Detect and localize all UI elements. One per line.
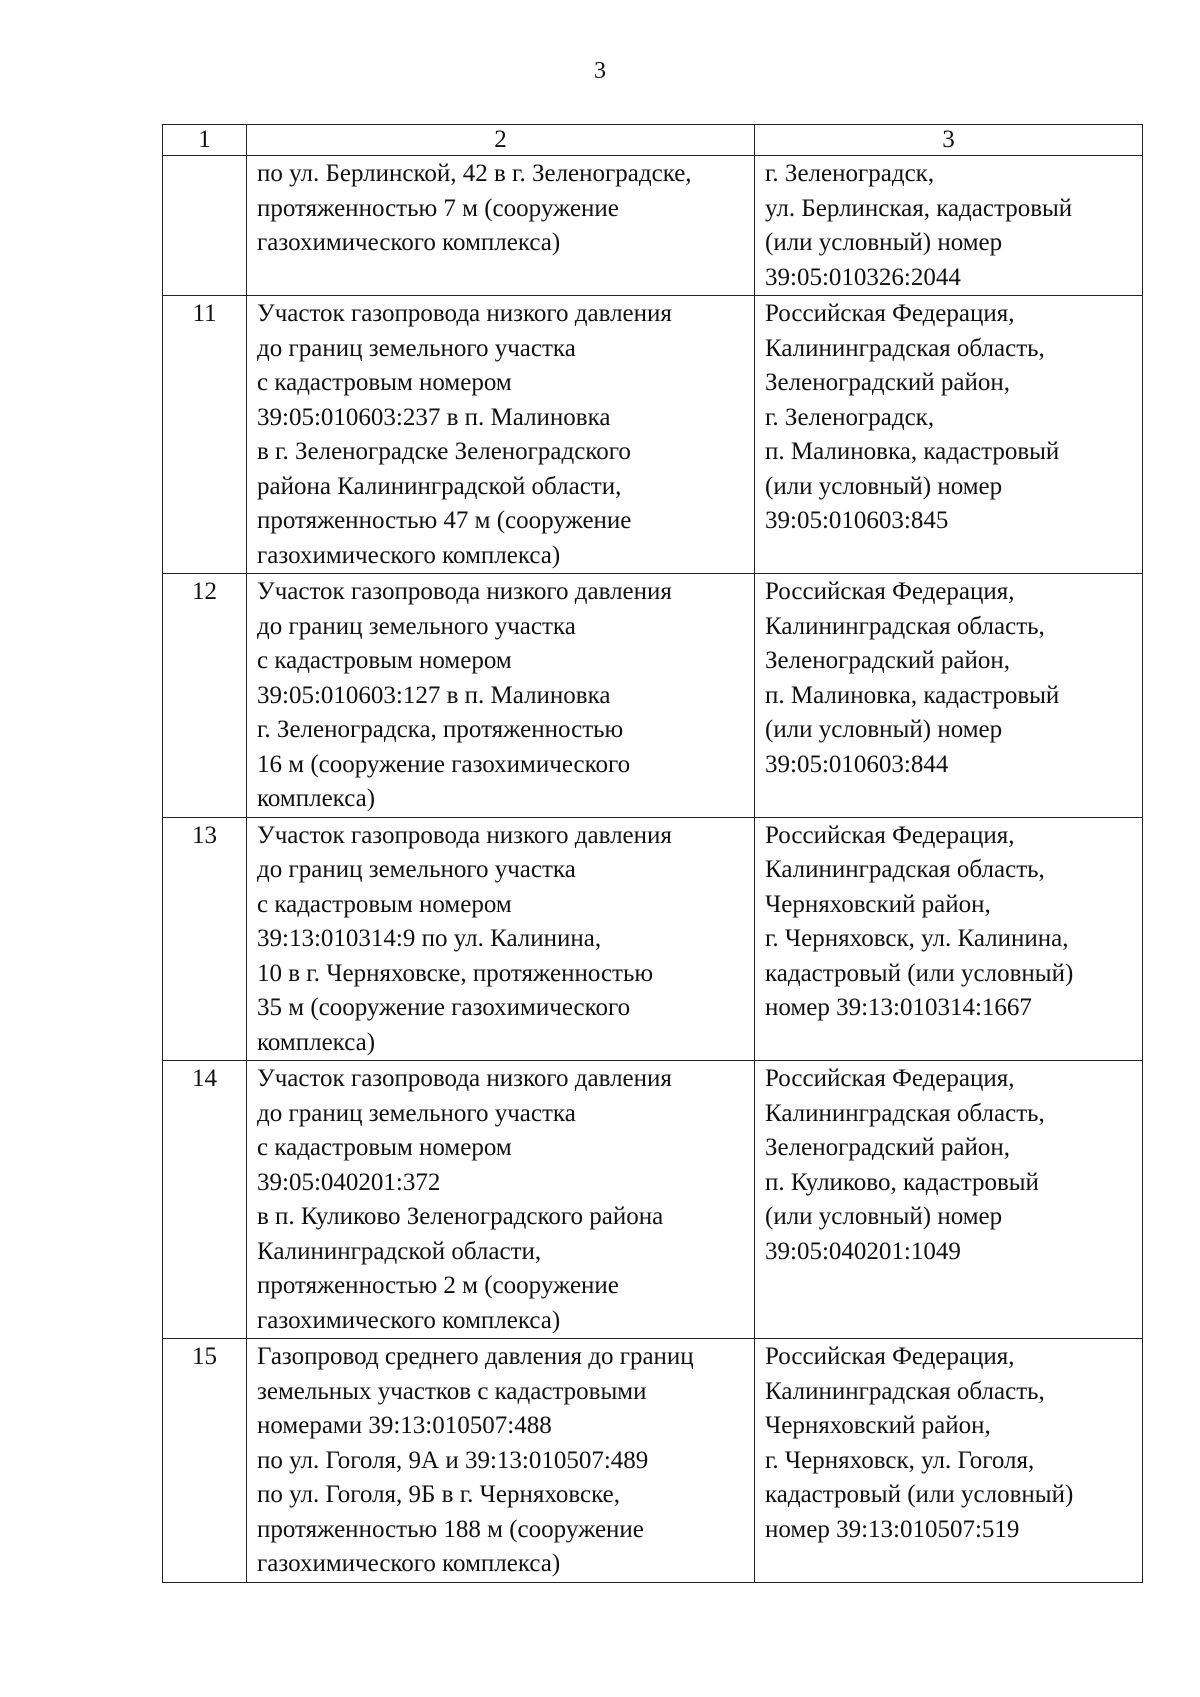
description-line: до границ земельного участка [257,1099,576,1127]
location-line: 39:05:040201:1049 [765,1237,961,1265]
location-line: (или условный) номер [765,1203,1003,1230]
description-line: протяженностью 7 м (сооружение [257,194,619,222]
description-line: до границ земельного участка [257,334,576,362]
object-location-cell [755,296,1143,574]
location-line: Российская Федерация, [765,821,1015,849]
description-line: по ул. Гоголя, 9А и 39:13:010507:489 [257,1446,649,1474]
table-row [163,296,1143,574]
description-line: протяженностью 188 м (сооружение [257,1515,644,1543]
location-line: Калининградская область, [765,856,1045,883]
row-number-cell: 11 [163,296,247,574]
column-header-location: 3 [755,125,1143,156]
object-description-cell [247,1339,755,1583]
location-line: 39:05:010603:845 [765,507,949,534]
description-line: по ул. Гоголя, 9Б в г. Черняховске, [257,1481,621,1508]
description-line: Участок газопровода низкого давления [257,821,672,849]
column-header-description: 2 [247,125,755,156]
description-line: района Калининградской области, [257,472,622,500]
location-line: (или условный) номер [765,229,1003,256]
object-location-cell [755,1339,1143,1583]
location-line: (или условный) номер [765,472,1003,500]
location-line: г. Черняховск, ул. Гоголя, [765,1446,1035,1474]
location-line: Калининградская область, [765,612,1045,640]
location-line: кадастровый (или условный) [765,959,1074,987]
table-row [163,1061,1143,1339]
location-line: Калининградская область, [765,1377,1045,1405]
description-line: с кадастровым номером [257,890,512,918]
row-number-cell: 13 [163,817,247,1061]
object-location-cell [755,574,1143,818]
location-line: Зеленоградский район, [765,369,1010,396]
description-line: комплекса) [257,785,376,812]
objects-table [162,124,1143,1583]
column-header-number: 1 [163,125,247,156]
description-line: Калининградской области, [257,1237,542,1265]
description-line: 16 м (сооружение газохимического [257,750,631,778]
description-line: газохимического комплекса) [257,1306,561,1334]
description-line: 39:05:010603:127 в п. Малиновка [257,681,611,709]
description-line: 10 в г. Черняховске, протяженностью [257,959,654,987]
description-line: в г. Зеленоградске Зеленоградского [257,438,631,465]
description-line: до границ земельного участка [257,856,576,883]
location-line: г. Зеленоградск, [765,160,935,187]
location-line: Калининградская область, [765,1099,1045,1127]
table-header-row [163,125,1143,156]
description-line: г. Зеленоградска, протяженностью [257,716,624,743]
object-description-cell [247,817,755,1061]
description-line: газохимического комплекса) [257,541,561,569]
location-line: 39:05:010326:2044 [765,263,961,291]
location-line: 39:05:010603:844 [765,750,949,778]
description-line: 39:13:010314:9 по ул. Калинина, [257,925,602,952]
description-line: по ул. Берлинской, 42 в г. Зеленоградске, [257,160,692,187]
location-line: Черняховский район, [765,890,991,918]
table-row [163,156,1143,296]
description-line: Газопровод среднего давления до границ [257,1343,694,1370]
location-line: Черняховский район, [765,1412,991,1439]
table-row [163,574,1143,818]
location-line: п. Малиновка, кадастровый [765,438,1060,465]
location-line: Российская Федерация, [765,1065,1015,1092]
location-line: номер 39:13:010507:519 [765,1515,1020,1543]
location-line: г. Зеленоградск, [765,403,935,431]
location-line: п. Куликово, кадастровый [765,1168,1039,1196]
row-number-cell: 15 [163,1339,247,1583]
table-row [163,817,1143,1061]
location-line: ул. Берлинская, кадастровый [765,194,1073,222]
description-line: 39:05:040201:372 [257,1168,441,1196]
location-line: кадастровый (или условный) [765,1481,1074,1508]
description-line: газохимического комплекса) [257,229,561,256]
description-line: земельных участков с кадастровыми [257,1377,647,1405]
description-line: номерами 39:13:010507:488 [257,1412,552,1439]
description-line: Участок газопровода низкого давления [257,300,672,327]
page-number: 3 [594,58,606,84]
description-line: протяженностью 2 м (сооружение [257,1272,619,1299]
description-line: в п. Куликово Зеленоградского района [257,1203,664,1230]
row-number-cell: 12 [163,574,247,818]
location-line: Российская Федерация, [765,1343,1015,1370]
description-line: с кадастровым номером [257,647,512,674]
location-line: Российская Федерация, [765,300,1015,327]
description-line: до границ земельного участка [257,612,576,640]
table-body [163,156,1143,1583]
description-line: 39:05:010603:237 в п. Малиновка [257,403,611,431]
object-description-cell [247,574,755,818]
location-line: п. Малиновка, кадастровый [765,681,1060,709]
location-line: Калининградская область, [765,334,1045,362]
row-number-cell [163,156,247,296]
description-line: комплекса) [257,1028,376,1056]
description-line: протяженностью 47 м (сооружение [257,507,632,534]
row-number-cell: 14 [163,1061,247,1339]
location-line: г. Черняховск, ул. Калинина, [765,925,1069,952]
description-line: с кадастровым номером [257,1134,512,1161]
description-line: 35 м (сооружение газохимического [257,994,631,1021]
object-location-cell [755,817,1143,1061]
location-line: Российская Федерация, [765,578,1015,605]
location-line: (или условный) номер [765,716,1003,743]
object-description-cell [247,296,755,574]
description-line: с кадастровым номером [257,369,512,396]
location-line: номер 39:13:010314:1667 [765,994,1032,1021]
description-line: Участок газопровода низкого давления [257,578,672,605]
object-location-cell [755,1061,1143,1339]
description-line: газохимического комплекса) [257,1550,561,1577]
document-table-container [162,124,1142,1583]
table-row [163,1339,1143,1583]
object-location-cell [755,156,1143,296]
location-line: Зеленоградский район, [765,1134,1010,1161]
location-line: Зеленоградский район, [765,647,1010,674]
description-line: Участок газопровода низкого давления [257,1065,672,1092]
object-description-cell [247,156,755,296]
object-description-cell [247,1061,755,1339]
